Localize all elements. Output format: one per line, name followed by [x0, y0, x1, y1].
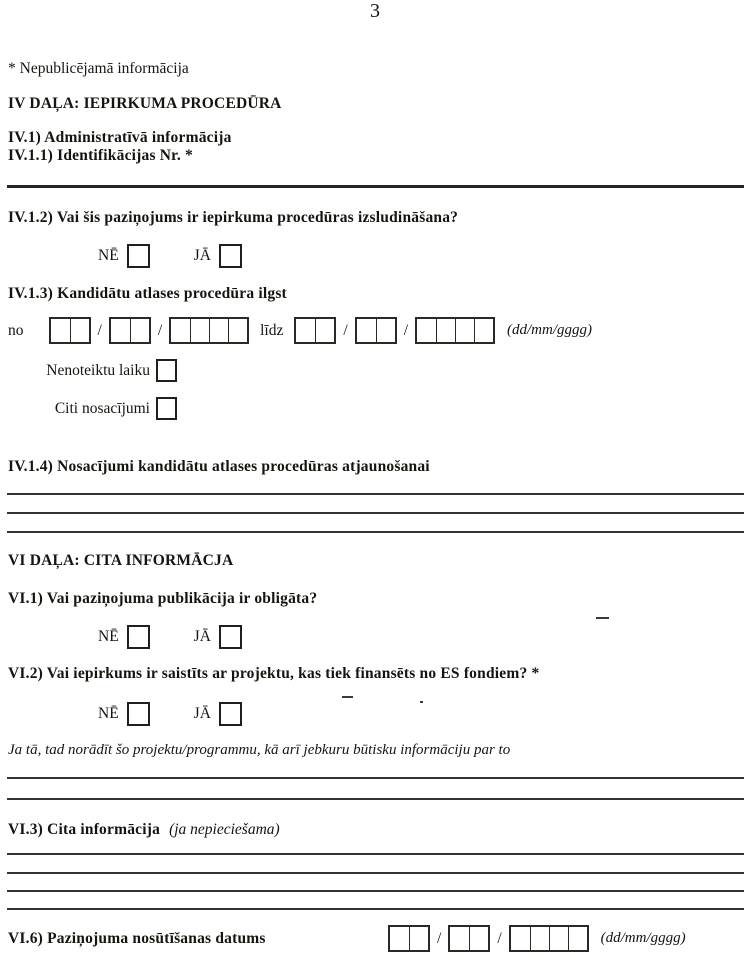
vi1-yes-no-row — [98, 625, 242, 649]
section-title-part-vi: VI DAĻA: CITA INFORMĀCJA — [8, 552, 234, 569]
label-iv11-identification-nr: IV.1.1) Identifikācijas Nr. * — [8, 147, 193, 164]
scan-artifact-dash — [596, 617, 609, 619]
date-separator: / — [437, 929, 442, 947]
date-separator: / — [343, 321, 348, 339]
write-line[interactable] — [7, 798, 744, 800]
iv13-from-month-boxes[interactable] — [109, 317, 151, 344]
label-vi3-other-info — [8, 821, 280, 839]
write-line[interactable] — [7, 777, 744, 779]
other-conditions-label: Citi nosacījumi — [54, 399, 150, 417]
scan-artifact-dash — [342, 696, 353, 698]
write-line[interactable] — [7, 908, 744, 910]
iv12-no-checkbox[interactable] — [127, 244, 150, 268]
date-separator: / — [157, 321, 163, 339]
indefinite-period-label: Nenoteiktu laiku — [46, 361, 150, 379]
iv13-option-other-row — [38, 397, 177, 420]
vi2-yes-checkbox[interactable] — [219, 702, 242, 726]
vi6-year-boxes[interactable] — [509, 925, 589, 952]
scan-artifact-dot — [420, 701, 423, 703]
write-line[interactable] — [7, 493, 744, 495]
vi2-no-checkbox[interactable] — [127, 702, 150, 726]
vi6-day-boxes[interactable] — [388, 925, 430, 952]
iv13-from-year-boxes[interactable] — [169, 317, 249, 344]
iv12-yes-checkbox[interactable] — [219, 244, 242, 268]
label-iv1: IV.1) Administratīvā informācija — [8, 129, 232, 146]
label-vi2-question: VI.2) Vai iepirkums ir saistīts ar projektu, kas tiek finansēts no ES fondiem? * — [8, 665, 540, 682]
vi3-label-suffix: (ja nepieciešama) — [169, 821, 280, 838]
vi1-no-label: NĒ — [98, 628, 119, 645]
write-line[interactable] — [7, 853, 744, 855]
vi2-yes-no-row — [98, 702, 242, 726]
iv12-no-label: NĒ — [98, 247, 119, 264]
date-separator: / — [97, 321, 102, 339]
indefinite-period-checkbox[interactable] — [156, 359, 177, 382]
other-conditions-checkbox[interactable] — [156, 397, 177, 420]
date-format-hint: (dd/mm/gggg) — [600, 930, 686, 946]
label-iv13-duration: IV.1.3) Kandidātu atlases procedūra ilgst — [8, 285, 287, 302]
date-separator: / — [403, 321, 408, 339]
label-iv14-renewal-conditions: IV.1.4) Nosacījumi kandidātu atlases procedūras atjaunošanai — [8, 458, 430, 475]
write-line[interactable] — [7, 531, 744, 533]
vi1-yes-label: JĀ — [193, 628, 211, 645]
section-title-part-iv: IV DAĻA: IEPIRKUMA PROCEDŪRA — [8, 95, 282, 112]
iv13-until-day-boxes[interactable] — [294, 317, 336, 344]
vi2-note-italic: Ja tā, tad norādīt šo projektu/programmu, kā arī jebkuru būtisku informāciju par to — [8, 742, 511, 758]
label-vi6-dispatch-date: VI.6) Paziņojuma nosūtīšanas datums — [8, 930, 266, 947]
page-number: 3 — [370, 0, 380, 22]
vi1-no-checkbox[interactable] — [127, 625, 150, 649]
iv12-yes-no-row — [98, 244, 242, 268]
write-line[interactable] — [7, 872, 744, 874]
iv12-yes-label: JĀ — [193, 247, 211, 264]
iv13-option-indefinite-row — [38, 359, 177, 382]
date-format-hint: (dd/mm/gggg) — [507, 322, 592, 338]
write-line-identification-nr[interactable] — [7, 185, 744, 188]
iv13-from-day-boxes[interactable] — [49, 317, 91, 344]
vi2-yes-label: JĀ — [193, 705, 211, 722]
iv13-until-month-boxes[interactable] — [355, 317, 397, 344]
iv13-date-range-row — [8, 317, 592, 344]
iv13-from-label: no — [8, 321, 24, 339]
label-iv12-question: IV.1.2) Vai šis paziņojums ir iepirkuma procedūras izsludināšana? — [8, 209, 459, 226]
date-separator: / — [497, 929, 502, 947]
footnote-unpublished-info: * Nepublicējamā informācija — [8, 60, 189, 77]
vi6-month-boxes[interactable] — [448, 925, 490, 952]
vi1-yes-checkbox[interactable] — [219, 625, 242, 649]
vi3-label-bold: VI.3) Cita informācija — [8, 821, 161, 838]
vi2-no-label: NĒ — [98, 705, 119, 722]
label-vi1-question: VI.1) Vai paziņojuma publikācija ir obligāta? — [8, 590, 318, 607]
vi6-date-row — [388, 925, 686, 952]
iv13-until-label: līdz — [260, 321, 284, 339]
write-line[interactable] — [7, 890, 744, 892]
write-line[interactable] — [7, 512, 744, 514]
iv13-until-year-boxes[interactable] — [415, 317, 495, 344]
